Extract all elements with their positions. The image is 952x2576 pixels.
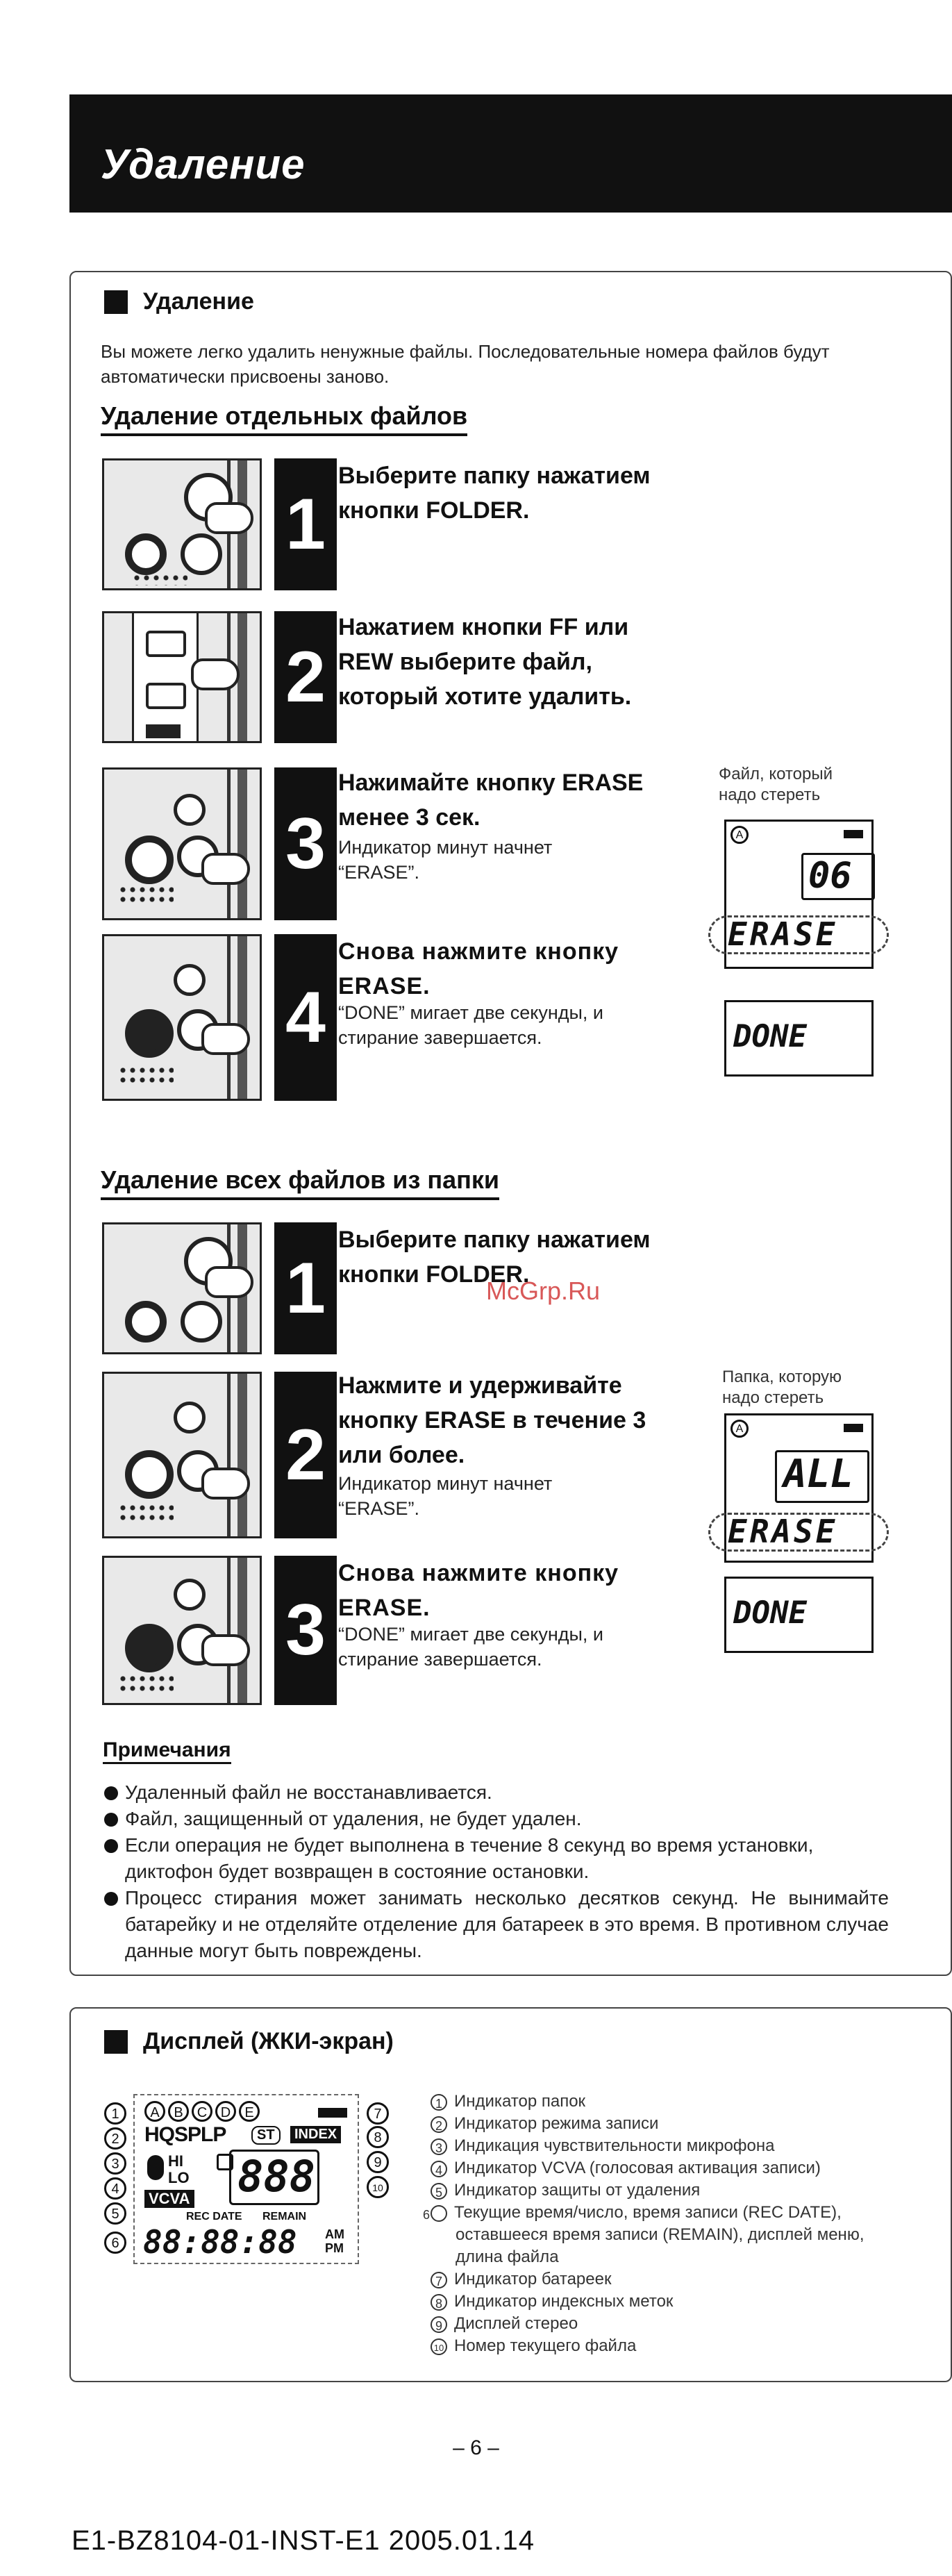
folder-indicator-icon: A bbox=[730, 826, 749, 844]
callout-5: 5 bbox=[104, 2202, 126, 2225]
sensitivity-lo: LO bbox=[168, 2169, 190, 2186]
heading-square-icon bbox=[104, 290, 128, 314]
callout-3: 3 bbox=[104, 2152, 126, 2175]
lcd-erase-text: ERASE bbox=[728, 915, 838, 953]
file-number: 06 bbox=[808, 855, 852, 897]
note-item: Удаленный файл не восстанавливается. bbox=[104, 1779, 889, 1806]
lcd-done bbox=[724, 1000, 874, 1077]
battery-icon bbox=[844, 830, 863, 838]
lcd-erase-text: ERASE bbox=[728, 1513, 838, 1550]
step-number: 2 bbox=[274, 611, 337, 743]
step-number: 1 bbox=[274, 458, 337, 590]
callout-8: 8 bbox=[367, 2126, 389, 2148]
step-number: 3 bbox=[274, 767, 337, 920]
mic-icon bbox=[147, 2155, 164, 2180]
callout-7: 7 bbox=[367, 2102, 389, 2125]
step-text: Выберите папку нажатием кнопки FOLDER. bbox=[338, 463, 651, 524]
watermark: McGrp.Ru bbox=[486, 1277, 601, 1305]
file-number-digits: 888 bbox=[237, 2151, 315, 2202]
erase-heading-text: Удаление bbox=[143, 288, 254, 315]
step-text: Выберите папку нажатием кнопки FOLDER. bbox=[338, 1227, 651, 1288]
lcd-done-text: DONE bbox=[733, 1595, 807, 1631]
remain-label: REMAIN bbox=[262, 2211, 307, 2222]
callout-9: 9 bbox=[367, 2151, 389, 2173]
sensitivity-hi: HI bbox=[168, 2152, 183, 2170]
stereo-indicator: ST bbox=[251, 2126, 281, 2145]
lcd-all-text: ALL bbox=[783, 1452, 854, 1497]
lcd-caption: Файл, который надо стереть bbox=[719, 765, 833, 804]
callout-4: 4 bbox=[104, 2177, 126, 2200]
single-erase-heading: Удаление отдельных файлов bbox=[101, 401, 467, 436]
note-item: Если операция не будет выполнена в течение 8 секунд во время установки, диктофон будет возвращен в состояние остановки. bbox=[104, 1832, 889, 1885]
step-photo-erase-hold bbox=[102, 1372, 262, 1538]
step-number: 4 bbox=[274, 934, 337, 1101]
time-digits: 88:88:88 bbox=[143, 2223, 297, 2261]
step-subtext: Индикатор минут начнет “ERASE”. bbox=[338, 1473, 553, 1519]
note-item: Файл, защищенный от удаления, не будет удален. bbox=[104, 1806, 889, 1832]
page-number: – 6 – bbox=[453, 2436, 499, 2459]
lcd-caption: Папка, которую надо стереть bbox=[722, 1368, 842, 1407]
callout-1: 1 bbox=[104, 2102, 126, 2125]
step-text: Снова нажмите кнопку ERASE. bbox=[338, 1560, 619, 1621]
rec-mode: HQSPLP bbox=[144, 2123, 226, 2146]
step-text: Нажатием кнопки FF или REW выберите файл, который хотите удалить. bbox=[338, 614, 632, 710]
lcd-diagram bbox=[104, 2094, 410, 2268]
step-photo-folder bbox=[102, 1222, 262, 1354]
index-indicator: INDEX bbox=[290, 2126, 341, 2143]
step-number: 1 bbox=[274, 1222, 337, 1354]
footer-code: E1-BZ8104-01-INST-E1 2005.01.14 bbox=[72, 2525, 535, 2556]
lcd-done bbox=[724, 1577, 874, 1653]
display-section-heading bbox=[104, 2028, 394, 2055]
rec-date-label: REC DATE bbox=[186, 2211, 242, 2222]
step-number: 3 bbox=[274, 1556, 337, 1705]
note-item: Процесс стирания может занимать несколько десятков секунд. Не вынимайте батарейку и не отделяйте отделение для батареек в это время. В противном случае данные могут быть повреждены. bbox=[104, 1885, 889, 1964]
step-photo-erase bbox=[102, 767, 262, 920]
battery-icon bbox=[844, 1424, 863, 1432]
step-text: Нажимайте кнопку ERASE менее 3 сек. bbox=[338, 770, 644, 831]
step-subtext: “DONE” мигает две секунды, и стирание завершается. bbox=[338, 1624, 603, 1670]
heading-square-icon bbox=[104, 2030, 128, 2054]
vcva-indicator: VCVA bbox=[144, 2190, 194, 2208]
display-legend: 1 Индикатор папок 2 Индикатор режима записи 3 Индикация чувствительности микрофона 4 Индикатор VCVA (голосовая активация записи) 5 Индикатор защиты от удаления 6 Текущие время/число, время записи (REC DATE), оставшееся время записи (REMAIN), дисплей меню, длина файла 7 Индикатор батареек 8 Индикатор индексных меток 9 Дисплей стерео 10 Номер текущего файла bbox=[422, 2092, 865, 2355]
step-subtext: “DONE” мигает две секунды, и стирание завершается. bbox=[338, 1002, 603, 1048]
lcd-done-text: DONE bbox=[733, 1019, 807, 1054]
am-label: AM bbox=[325, 2227, 344, 2241]
step-photo-erase-again bbox=[102, 934, 262, 1101]
step-text: Нажмите и удерживайте кнопку ERASE в течение 3 или более. bbox=[338, 1372, 646, 1468]
notes-title: Примечания bbox=[103, 1738, 231, 1764]
callout-10: 10 bbox=[367, 2176, 389, 2198]
step-text: Снова нажмите кнопку ERASE. bbox=[338, 938, 619, 999]
step-photo-erase-again bbox=[102, 1556, 262, 1705]
battery-icon bbox=[318, 2108, 347, 2118]
display-heading-text: Дисплей (ЖКИ-экран) bbox=[143, 2028, 394, 2054]
folder-indicator-icon: A bbox=[730, 1420, 749, 1438]
step-number: 2 bbox=[274, 1372, 337, 1538]
callout-6: 6 bbox=[104, 2232, 126, 2254]
step-subtext: Индикатор минут начнет “ERASE”. bbox=[338, 837, 553, 883]
page-title: Удаление bbox=[101, 141, 306, 188]
pm-label: PM bbox=[325, 2241, 344, 2255]
erase-intro: Вы можете легко удалить ненужные файлы. Последовательные номера файлов будут автоматически присвоены заново. bbox=[101, 341, 830, 387]
callout-2: 2 bbox=[104, 2127, 126, 2150]
step-photo-folder bbox=[102, 458, 262, 590]
folder-letters: A B C D E bbox=[144, 2101, 260, 2122]
erase-section-heading bbox=[104, 288, 254, 315]
title-bar bbox=[69, 94, 952, 213]
all-erase-heading: Удаление всех файлов из папки bbox=[101, 1165, 499, 1200]
step-photo-ff-rew bbox=[102, 611, 262, 743]
